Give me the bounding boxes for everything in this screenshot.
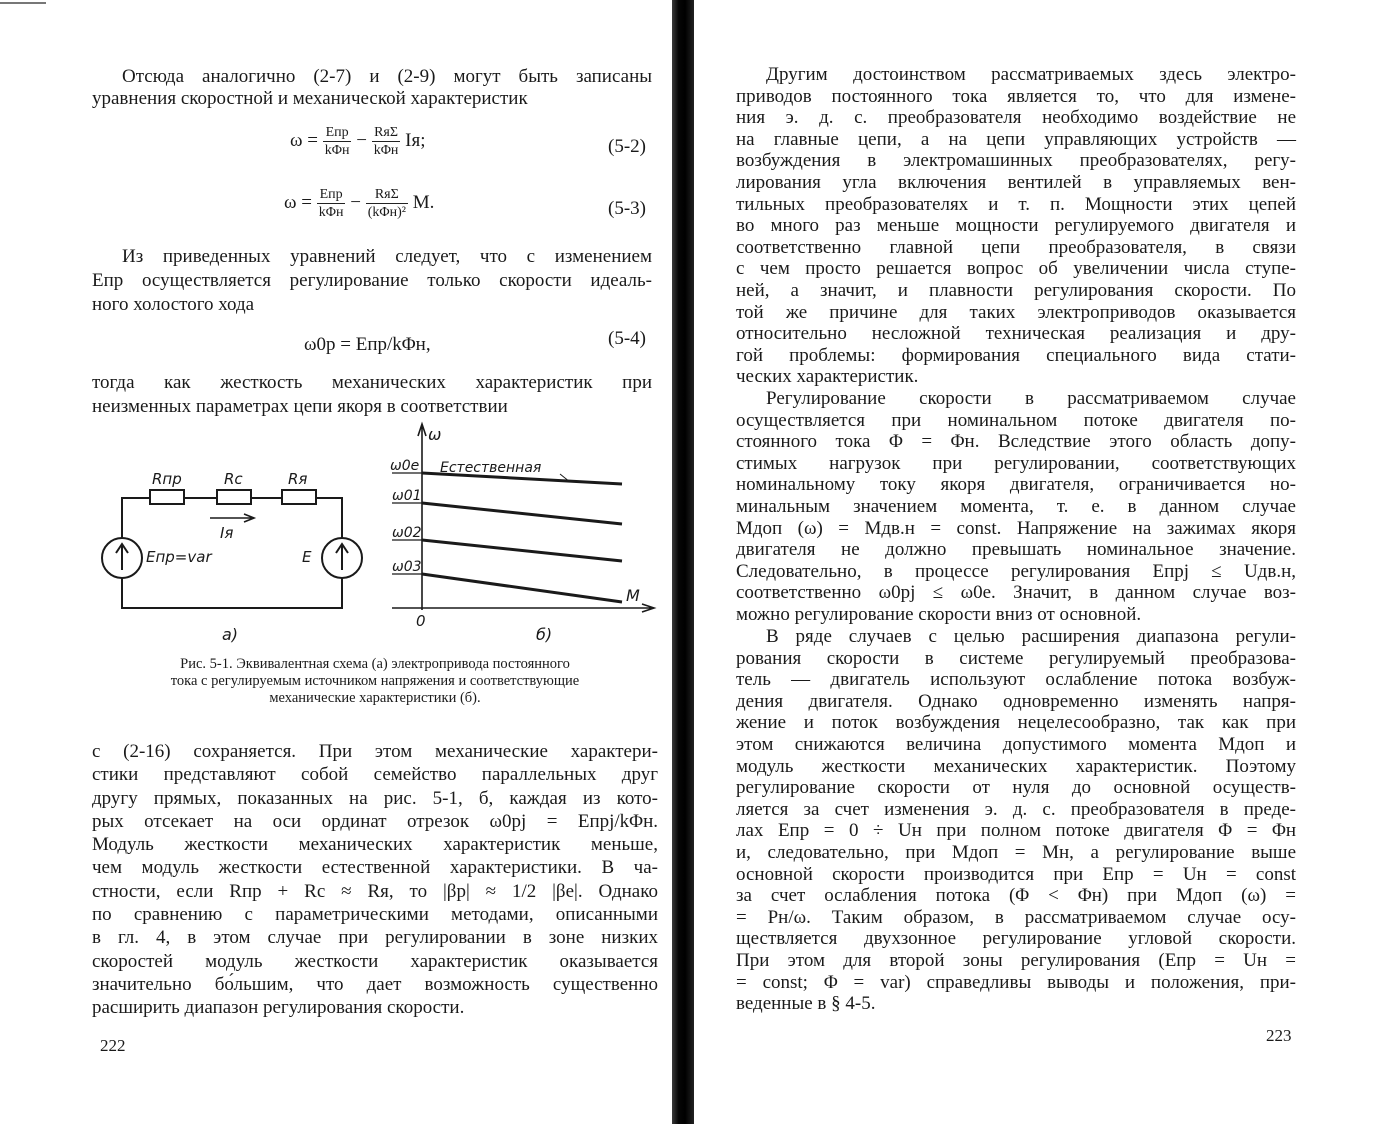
characteristics-chart bbox=[392, 424, 654, 612]
characteristic-line-3 bbox=[422, 574, 622, 602]
text-line: и, следовательно, при Mдоп = Mн, а регулирование выше bbox=[736, 841, 1296, 863]
right-paragraph-2 bbox=[736, 388, 1296, 626]
right-paragraph-1 bbox=[736, 64, 1296, 388]
scan-edge-line bbox=[0, 2, 46, 4]
text-line: = const; Φ = var) справедливы выводы и положения, при- bbox=[736, 971, 1296, 993]
left-paragraph-4 bbox=[92, 740, 658, 1020]
page-number-right: 223 bbox=[1266, 1026, 1292, 1045]
text-line: возбуждения в электромашинных преобразователях, регу- bbox=[736, 150, 1296, 172]
text-line: во много раз меньше мощности регулируемого двигателя и bbox=[736, 215, 1296, 237]
equivalent-circuit-diagram bbox=[102, 490, 362, 608]
equation-number-5-3: (5-3) bbox=[608, 198, 646, 219]
text-line: по сравнению с параметрическими методами, описанными bbox=[92, 904, 658, 926]
text-line: на главные цепи, а на цепи управляющих устройств — bbox=[736, 128, 1296, 150]
caption-line: тока с регулируемым источником напряжения и соответствующие bbox=[170, 673, 580, 689]
right-paragraph-3 bbox=[736, 626, 1296, 1015]
left-paragraph-2 bbox=[92, 245, 652, 317]
source-label-right: E bbox=[302, 548, 312, 566]
text-line: ляется за счет изменения э. д. с. преобразователя в преде- bbox=[736, 798, 1296, 820]
text-line: чем модуль жесткости естественной характеристики. В ча- bbox=[92, 857, 658, 879]
origin-label: 0 bbox=[416, 612, 426, 630]
text-line: минальным значением момента, т. е. в данном случае bbox=[736, 495, 1296, 517]
figure-caption bbox=[92, 656, 658, 707]
text-line: стики представляют собой семейство параллельных друг bbox=[92, 764, 658, 786]
x-axis-label: M bbox=[626, 586, 640, 605]
text-line: рования скорости в системе регулируемый преобразова- bbox=[736, 647, 1296, 669]
text-line: лах Eпр = 0 ÷ Uн при полном потоке двигателя Φ = Φн bbox=[736, 820, 1296, 842]
text-line: относительно несложной техническая реализация и дру- bbox=[736, 323, 1296, 345]
resistor-label-rc: Rс bbox=[224, 470, 243, 488]
text-line: с (2-16) сохраняется. При этом механические характери- bbox=[92, 741, 658, 762]
text-line: двигателя не должно превышать номинальное значение. bbox=[736, 539, 1296, 561]
resistor-label-rpr: Rпр bbox=[152, 470, 182, 488]
text-line: Регулирование скорости в рассматриваемом случае bbox=[766, 388, 1296, 409]
text-line: В ряде случаев с целью расширения диапазона регули- bbox=[766, 626, 1296, 647]
text-line: ческих характеристик. bbox=[736, 366, 919, 388]
text-line: стности, если Rпр + Rс ≈ Rя, то |βр| ≈ 1/2 |βе|. Однако bbox=[92, 880, 658, 902]
figure-5-1 bbox=[92, 418, 662, 650]
text-line: этом снижаются величина допустимого момента Mдоп и bbox=[736, 733, 1296, 755]
text-line: скоростей модуль жесткости характеристик оказывается bbox=[92, 950, 658, 972]
text-line: ния э. д. с. преобразователя необходимо воздействие не bbox=[736, 107, 1296, 129]
text-line: с чем просто решается вопрос об увеличении числа ступе- bbox=[736, 258, 1296, 280]
left-paragraph-1 bbox=[92, 66, 652, 110]
text-line: При этом для второй зоны регулирования (Eпр = Uн = bbox=[736, 949, 1296, 971]
text-line: регулирование скорости от нуля до основной осуществ- bbox=[736, 777, 1296, 799]
equation-5-3: ω = $\frac{\text{Eпр}}{\text{kΦн}}$ − $\frac{\text{RяΣ}}{\text{(kΦн)²}}$ M. bbox=[284, 187, 435, 220]
text-line: соответственно главной цепи преобразователя, в связи bbox=[736, 236, 1296, 258]
text-line: Из приведенных уравнений следует, что с изменением bbox=[122, 246, 652, 267]
caption-line: механические характеристики (б). bbox=[269, 690, 481, 706]
caption-line: Рис. 5-1. Эквивалентная схема (а) электропривода постоянного bbox=[180, 656, 570, 672]
text-line: соответственно ω0рj ≤ ω0е. Значит, в данном случае воз- bbox=[736, 582, 1296, 604]
text-line: веденные в § 4-5. bbox=[736, 993, 876, 1015]
text-line: основной скорости производится при Eпр = Uн = const bbox=[736, 863, 1296, 885]
page-number-left: 222 bbox=[100, 1036, 126, 1055]
text-line: осуществляется при номинальном потоке двигателя по- bbox=[736, 409, 1296, 431]
text-line: неизменных параметрах цепи якоря в соответствии bbox=[92, 396, 508, 417]
text-line: тель — двигатель используют ослабление потока возбуж- bbox=[736, 669, 1296, 691]
characteristic-line-1 bbox=[422, 503, 622, 524]
text-line: приводов постоянного тока является то, что для измене- bbox=[736, 85, 1296, 107]
text-line: рых отсекает на оси ординат отрезок ω0рj = Eпрj/kΦн. bbox=[92, 810, 658, 832]
text-line: Eпр осуществляется регулирование только скорости идеаль- bbox=[92, 270, 652, 291]
text-line: другу прямых, показанных на рис. 5-1, б, каждая из кото- bbox=[92, 787, 658, 809]
text-line: ней, а значит, и плавности регулирования скорости. По bbox=[736, 279, 1296, 301]
text-line: Отсюда аналогично (2-7) и (2-9) могут быть записаны bbox=[122, 66, 652, 87]
text-line: жение и поток возбуждения нецелесообразно, так как при bbox=[736, 712, 1296, 734]
text-line: Другим достоинством рассматриваемых здесь электро- bbox=[766, 64, 1296, 85]
text-line: лирования угла включения вентилей в управляемых вен- bbox=[736, 171, 1296, 193]
current-label: Iя bbox=[220, 524, 234, 542]
text-line: ного холостого хода bbox=[92, 294, 255, 315]
text-line: ществляется двухзонное регулирование угловой скорости. bbox=[736, 928, 1296, 950]
characteristic-line-2 bbox=[422, 540, 622, 561]
text-line: Следовательно, в процессе регулирования Eпрj ≤ Uдв.н, bbox=[736, 560, 1296, 582]
line-label-w02: ω02 bbox=[392, 525, 422, 541]
text-line: стимых нагрузок при регулировании, соответствующих bbox=[736, 452, 1296, 474]
text-line: за счет ослабления потока (Φ < Φн) при Mдоп (ω) = bbox=[736, 885, 1296, 907]
text-line: стоянного тока Φ = Φн. Вследствие этого область допу- bbox=[736, 431, 1296, 453]
line-label-w03: ω03 bbox=[392, 559, 422, 575]
text-line: значительно бо́льшим, что дает возможность существенно bbox=[92, 973, 658, 995]
equation-number-5-4: (5-4) bbox=[608, 328, 646, 349]
text-line: номинальному току якоря двигателя, ограничивается но- bbox=[736, 474, 1296, 496]
text-line: можно регулирование скорости вниз от основной. bbox=[736, 603, 1142, 625]
text-line: Mдоп (ω) = Mдв.н = const. Напряжение на зажимах якоря bbox=[736, 517, 1296, 539]
equation-number-5-2: (5-2) bbox=[608, 136, 646, 157]
line-label-w0e: ω0е bbox=[390, 458, 420, 474]
text-line: модуль жесткости механических характеристик. Поэтому bbox=[736, 755, 1296, 777]
natural-characteristic-label: Естественная bbox=[440, 460, 542, 476]
left-paragraph-3 bbox=[92, 371, 652, 419]
line-label-w01: ω01 bbox=[392, 488, 422, 504]
subfigure-label-a: а) bbox=[222, 625, 239, 644]
equation-5-4: ω0р = Eпр/kΦн, bbox=[304, 334, 431, 355]
text-line: той же причине для таких электроприводов оказывается bbox=[736, 301, 1296, 323]
y-axis-label: ω bbox=[428, 425, 442, 444]
text-line: в гл. 4, в этом случае при регулировании в зоне низких bbox=[92, 927, 658, 949]
text-line: уравнения скоростной и механической характеристик bbox=[92, 88, 528, 109]
source-label-left: Eпр=var bbox=[146, 548, 212, 566]
text-line: тогда как жесткость механических характеристик при bbox=[92, 372, 652, 393]
text-line: гой проблемы: формирования специального вида стати- bbox=[736, 344, 1296, 366]
text-line: = Pн/ω. Таким образом, в рассматриваемом случае осу- bbox=[736, 906, 1296, 928]
subfigure-label-b: б) bbox=[536, 625, 553, 644]
text-line: расширить диапазон регулирования скорости. bbox=[92, 997, 465, 1019]
resistor-label-rya: Rя bbox=[288, 470, 308, 488]
text-line: Модуль жесткости механических характеристик меньше, bbox=[92, 834, 658, 856]
text-line: дения двигателя. Однако одновременно изменять напря- bbox=[736, 690, 1296, 712]
equation-5-2: ω = $\frac{\text{Eпр}}{\text{kΦн}}$ − $\frac{\text{RяΣ}}{\text{kΦн}}$ Iя; bbox=[290, 125, 426, 158]
book-spine bbox=[672, 0, 694, 1124]
text-line: тильных преобразователях и т. п. Мощности этих цепей bbox=[736, 193, 1296, 215]
